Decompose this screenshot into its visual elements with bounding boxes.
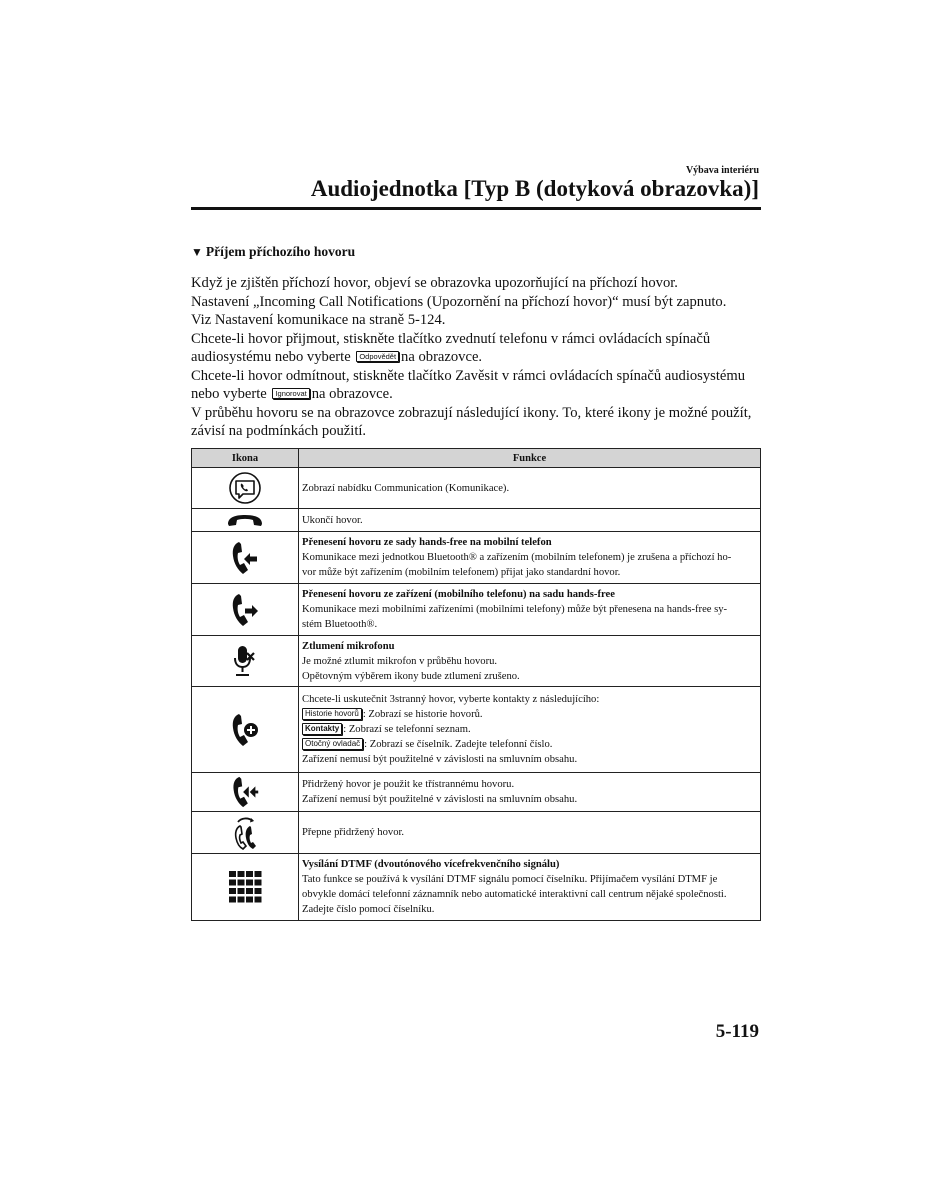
triangle-marker-icon: ▼	[191, 245, 203, 259]
icon-cell	[192, 773, 299, 812]
table-row	[192, 854, 761, 921]
swap-call-icon	[230, 815, 260, 851]
icon-cell	[192, 509, 299, 532]
body-line: Viz Nastavení komunikace na straně 5-124.	[191, 312, 446, 328]
function-title: Vysílání DTMF (dvoutónového vícefrekvenčního signálu)	[302, 859, 560, 870]
body-line: Nastavení „Incoming Call Notifications (Upozornění na příchozí hovor)“ musí být zapnuto.	[191, 293, 727, 310]
mute-microphone-icon	[233, 644, 257, 678]
section-label: Výbava interiéru	[685, 165, 759, 176]
option-line	[302, 707, 756, 722]
ignore-button: Ignorovat	[272, 388, 309, 399]
subheading	[191, 244, 355, 260]
function-cell	[299, 636, 761, 687]
function-text: Tato funkce se používá k vysílání DTMF signálu pomocí číselníku. Přijímačem vysílání DTMF je	[302, 874, 718, 885]
table-row	[192, 687, 761, 773]
accept-text-end: na obrazovce.	[401, 349, 483, 365]
function-title: Přenesení hovoru ze sady hands-free na mobilní telefon	[302, 537, 552, 548]
add-call-icon	[230, 712, 260, 748]
reject-text: Chcete-li hovor odmítnout, stiskněte tlačítko Zavěsit v rámci ovládacích spínačů audiosystému nebo vyberte	[191, 367, 746, 402]
keypad-icon	[228, 870, 262, 904]
function-cell	[299, 773, 761, 812]
option-text: : Zobrazí se telefonní seznam.	[343, 724, 471, 735]
icon-cell	[192, 812, 299, 854]
function-text: Opětovným výběrem ikony bude ztlumení zrušeno.	[302, 670, 520, 682]
icon-function-table	[191, 448, 761, 921]
reject-text-end: na obrazovce.	[311, 386, 393, 402]
accept-text: Chcete-li hovor přijmout, stiskněte tlačítko zvednutí telefonu v rámci ovládacích spínačů audiosystému nebo vyberte	[191, 330, 711, 365]
function-text: Zařízení nemusí být použitelné v závislosti na smluvním obsahu.	[302, 794, 578, 805]
body-line: V průběhu hovoru se na obrazovce zobrazují následující ikony. To, které ikony je možné použít, závisí na podmínkách použití.	[191, 404, 752, 439]
option-line	[302, 722, 756, 737]
icon-cell	[192, 854, 299, 921]
icon-cell	[192, 584, 299, 636]
subheading-text: Příjem příchozího hovoru	[205, 244, 356, 259]
icon-column-header: Ikona	[192, 449, 299, 468]
function-text: Komunikace mezi mobilními zařízeními (mobilními telefony) může být přenesena na hands-free sy-	[302, 604, 728, 615]
communication-menu-icon	[228, 472, 262, 504]
function-column-header: Funkce	[299, 449, 761, 468]
table-row	[192, 584, 761, 636]
function-text: Zobrazí nabídku Communication (Komunikace).	[302, 482, 510, 494]
accept-paragraph	[191, 330, 761, 367]
function-text: Chcete-li uskutečnit 3stranný hovor, vyberte kontakty z následujícího:	[302, 694, 600, 705]
transfer-to-handsfree-icon	[230, 592, 260, 628]
table-row	[192, 636, 761, 687]
function-text: Přidržený hovor je použit ke třístrannému hovoru.	[302, 779, 515, 790]
title-rule	[191, 207, 761, 210]
icon-cell	[192, 687, 299, 773]
function-cell	[299, 509, 761, 532]
hang-up-icon	[226, 512, 264, 528]
function-cell	[299, 687, 761, 773]
page-number: 5-119	[715, 1021, 759, 1042]
function-text: obvykle domácí telefonní záznamník nebo automatické interaktivní call centrum nějaké společnosti.	[302, 889, 727, 900]
answer-button: Odpovědět	[356, 351, 399, 362]
rotary-dial-button: Otočný ovladač	[302, 738, 363, 750]
function-cell	[299, 468, 761, 509]
body-text	[191, 274, 761, 441]
function-text: Komunikace mezi jednotkou Bluetooth® a zařízením (mobilním telefonem) je zrušena a příchozí ho-	[302, 552, 732, 563]
function-text: Je možné ztlumit mikrofon v průběhu hovoru.	[302, 655, 498, 667]
function-cell	[299, 584, 761, 636]
function-title: Přenesení hovoru ze zařízení (mobilního telefonu) na sadu hands-free	[302, 589, 615, 600]
reject-paragraph	[191, 367, 761, 404]
table-row	[192, 773, 761, 812]
table-row	[192, 509, 761, 532]
option-text: : Zobrazí se číselník. Zadejte telefonní číslo.	[364, 739, 553, 750]
function-text: vor může být zařízením (mobilním telefonem) přijat jako standardní hovor.	[302, 567, 621, 578]
function-text: Ukončí hovor.	[302, 514, 363, 526]
table-row	[192, 468, 761, 509]
function-cell	[299, 532, 761, 584]
icon-cell	[192, 532, 299, 584]
merge-call-icon	[230, 775, 260, 809]
table-header-row	[192, 449, 761, 468]
function-cell	[299, 854, 761, 921]
body-line: Když je zjištěn příchozí hovor, objeví se obrazovka upozorňující na příchozí hovor.	[191, 275, 678, 291]
table-row	[192, 812, 761, 854]
option-line	[302, 737, 756, 752]
icon-cell	[192, 636, 299, 687]
function-text: stém Bluetooth®.	[302, 619, 378, 630]
function-cell	[299, 812, 761, 854]
contacts-button: Kontakty	[302, 723, 342, 735]
call-history-button: Historie hovorů	[302, 708, 362, 720]
page-title: Audiojednotka [Typ B (dotyková obrazovka)]	[310, 176, 759, 201]
table-row	[192, 532, 761, 584]
option-text: : Zobrazí se historie hovorů.	[362, 709, 483, 720]
function-title: Ztlumení mikrofonu	[302, 640, 395, 652]
function-text: Zařízení nemusí být použitelné v závislosti na smluvním obsahu.	[302, 754, 578, 765]
icon-cell	[192, 468, 299, 509]
transfer-to-phone-icon	[230, 540, 260, 576]
function-text: Přepne přidržený hovor.	[302, 827, 405, 838]
function-text: Zadejte číslo pomocí číselníku.	[302, 904, 435, 915]
